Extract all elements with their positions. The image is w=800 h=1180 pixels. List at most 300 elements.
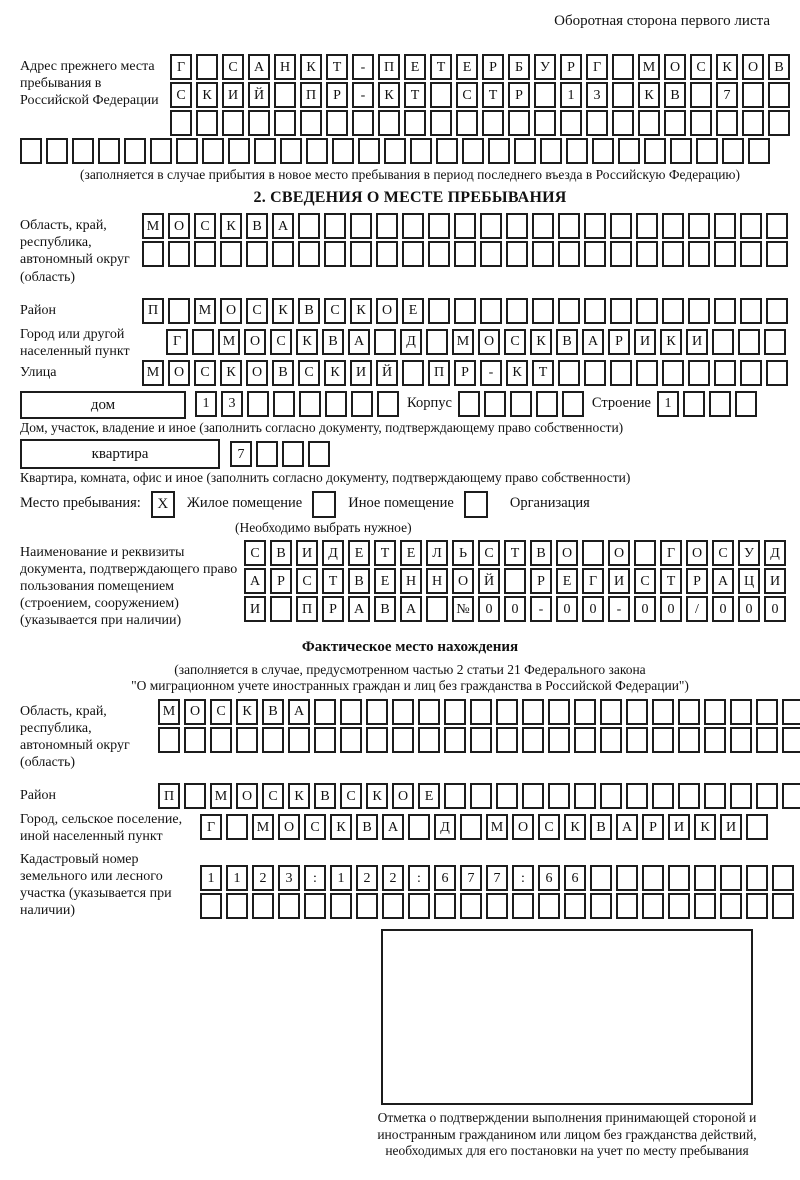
char-cell xyxy=(192,329,214,355)
char-cell xyxy=(496,783,518,809)
char-cell: У xyxy=(534,54,556,80)
char-cell xyxy=(324,241,346,267)
char-cell xyxy=(548,783,570,809)
char-cell: М xyxy=(194,298,216,324)
char-cell xyxy=(678,727,700,753)
char-cell: В xyxy=(272,360,294,386)
char-cell xyxy=(730,699,752,725)
char-cell: М xyxy=(252,814,274,840)
char-cell xyxy=(540,138,562,164)
char-cell xyxy=(740,241,762,267)
char-cell: Т xyxy=(404,82,426,108)
char-cell xyxy=(709,391,731,417)
char-cell: П xyxy=(142,298,164,324)
char-cell xyxy=(690,110,712,136)
char-cell xyxy=(714,241,736,267)
char-cell: 1 xyxy=(226,865,248,891)
char-cell xyxy=(688,213,710,239)
char-cell xyxy=(358,138,380,164)
char-cell xyxy=(340,699,362,725)
char-cell xyxy=(766,241,788,267)
char-cell xyxy=(460,893,482,919)
char-cell: С xyxy=(244,540,266,566)
char-cell: О xyxy=(278,814,300,840)
char-cell xyxy=(722,138,744,164)
char-cell xyxy=(768,110,790,136)
char-cell xyxy=(764,329,786,355)
char-cell xyxy=(444,727,466,753)
char-cell xyxy=(574,699,596,725)
char-cell: Т xyxy=(322,568,344,594)
region-grid xyxy=(142,213,788,269)
char-cell xyxy=(308,441,330,467)
char-cell xyxy=(226,893,248,919)
char-cell: Д xyxy=(400,329,422,355)
char-cell xyxy=(170,110,192,136)
char-cell xyxy=(482,110,504,136)
char-cell xyxy=(564,893,586,919)
char-cell: О xyxy=(664,54,686,80)
char-cell: В xyxy=(314,783,336,809)
char-cell xyxy=(436,138,458,164)
char-cell xyxy=(748,138,770,164)
region-label: Область, край, республика, автономный округ (область) xyxy=(20,218,130,285)
char-cell xyxy=(184,727,206,753)
char-cell: 0 xyxy=(478,596,500,622)
char-cell: А xyxy=(348,596,370,622)
char-cell xyxy=(612,110,634,136)
char-cell: О xyxy=(168,213,190,239)
char-cell: П xyxy=(300,82,322,108)
char-cell xyxy=(332,138,354,164)
char-cell xyxy=(768,82,790,108)
char-cell xyxy=(690,82,712,108)
char-cell: А xyxy=(400,596,422,622)
char-cell: К xyxy=(378,82,400,108)
char-cell: В xyxy=(246,213,268,239)
char-cell: М xyxy=(452,329,474,355)
char-cell xyxy=(612,82,634,108)
char-cell xyxy=(366,727,388,753)
char-cell xyxy=(532,213,554,239)
char-cell: К xyxy=(220,360,242,386)
char-cell: М xyxy=(142,213,164,239)
char-cell xyxy=(314,727,336,753)
char-cell xyxy=(766,213,788,239)
char-cell xyxy=(670,138,692,164)
char-cell xyxy=(652,727,674,753)
char-cell xyxy=(222,110,244,136)
char-cell: : xyxy=(408,865,430,891)
char-cell xyxy=(378,110,400,136)
char-cell: 7 xyxy=(716,82,738,108)
char-cell xyxy=(678,783,700,809)
char-cell: В xyxy=(322,329,344,355)
char-cell xyxy=(262,727,284,753)
char-cell: Т xyxy=(326,54,348,80)
char-cell: И xyxy=(686,329,708,355)
char-cell xyxy=(678,699,700,725)
char-cell xyxy=(668,893,690,919)
stay-type-label: Место пребывания: xyxy=(20,495,141,512)
char-cell: 6 xyxy=(538,865,560,891)
stay-type-note: (Необходимо выбрать нужное) xyxy=(235,519,412,535)
char-cell xyxy=(168,241,190,267)
section2-title: 2. СВЕДЕНИЯ О МЕСТЕ ПРЕБЫВАНИЯ xyxy=(253,188,567,206)
document-row-2 xyxy=(244,568,786,594)
char-cell xyxy=(592,138,614,164)
char-cell xyxy=(668,865,690,891)
char-cell xyxy=(560,110,582,136)
char-cell xyxy=(574,727,596,753)
char-cell xyxy=(694,893,716,919)
char-cell: 3 xyxy=(586,82,608,108)
char-cell xyxy=(662,241,684,267)
char-cell: В xyxy=(530,540,552,566)
char-cell: Р xyxy=(608,329,630,355)
char-cell xyxy=(590,865,612,891)
char-cell: У xyxy=(738,540,760,566)
char-cell: В xyxy=(262,699,284,725)
char-cell xyxy=(504,568,526,594)
city-block xyxy=(20,326,800,360)
char-cell xyxy=(683,391,705,417)
char-cell: Й xyxy=(478,568,500,594)
char-cell: Р xyxy=(482,54,504,80)
char-cell: Е xyxy=(556,568,578,594)
korpus-cells xyxy=(458,391,584,417)
char-cell xyxy=(376,213,398,239)
document-grid xyxy=(244,540,786,624)
char-cell: К xyxy=(324,360,346,386)
char-cell: - xyxy=(530,596,552,622)
char-cell xyxy=(496,699,518,725)
char-cell: В xyxy=(298,298,320,324)
char-cell: Р xyxy=(326,82,348,108)
char-cell: С xyxy=(456,82,478,108)
char-cell: 6 xyxy=(564,865,586,891)
char-cell xyxy=(600,699,622,725)
char-cell xyxy=(46,138,68,164)
char-cell: О xyxy=(686,540,708,566)
char-cell: С xyxy=(270,329,292,355)
char-cell: С xyxy=(298,360,320,386)
char-cell xyxy=(428,298,450,324)
char-cell xyxy=(600,727,622,753)
char-cell: 0 xyxy=(582,596,604,622)
char-cell xyxy=(384,138,406,164)
korpus-label: Корпус xyxy=(407,394,452,411)
cadastral-block xyxy=(20,847,800,921)
char-cell xyxy=(377,391,399,417)
char-cell xyxy=(756,699,778,725)
char-cell: 7 xyxy=(460,865,482,891)
char-cell xyxy=(496,727,518,753)
stroenie-label: Строение xyxy=(591,394,651,411)
char-cell xyxy=(273,391,295,417)
char-cell: 2 xyxy=(382,865,404,891)
stroenie-cells xyxy=(657,391,757,417)
char-cell xyxy=(508,110,530,136)
char-cell: С xyxy=(194,213,216,239)
char-cell xyxy=(636,360,658,386)
char-cell: К xyxy=(694,814,716,840)
char-cell xyxy=(740,213,762,239)
house-box: дом xyxy=(20,391,186,419)
char-cell xyxy=(150,138,172,164)
char-cell: С xyxy=(170,82,192,108)
char-cell xyxy=(402,213,424,239)
char-cell xyxy=(228,138,250,164)
char-cell: О xyxy=(556,540,578,566)
actual-location-title: Фактическое место нахождения xyxy=(301,638,519,655)
char-cell: - xyxy=(352,54,374,80)
char-cell: И xyxy=(350,360,372,386)
checkbox-organization xyxy=(464,491,488,518)
char-cell xyxy=(742,110,764,136)
char-cell xyxy=(418,699,440,725)
char-cell: 1 xyxy=(560,82,582,108)
char-cell xyxy=(462,138,484,164)
char-cell: Д xyxy=(764,540,786,566)
char-cell xyxy=(532,298,554,324)
char-cell: С xyxy=(194,360,216,386)
char-cell xyxy=(274,110,296,136)
char-cell xyxy=(366,699,388,725)
char-cell xyxy=(98,138,120,164)
char-cell: М xyxy=(142,360,164,386)
char-cell xyxy=(746,893,768,919)
checkbox-other-premises xyxy=(312,491,336,518)
char-cell xyxy=(536,391,558,417)
char-cell xyxy=(688,241,710,267)
char-cell xyxy=(584,360,606,386)
char-cell xyxy=(584,213,606,239)
char-cell xyxy=(510,391,532,417)
char-cell xyxy=(176,138,198,164)
char-cell xyxy=(636,241,658,267)
char-cell xyxy=(538,893,560,919)
char-cell: С xyxy=(210,699,232,725)
char-cell: М xyxy=(218,329,240,355)
apartment-block xyxy=(20,439,800,469)
actual-city-label: Город, сельское поселение, иной населенный пункт xyxy=(20,812,183,845)
char-cell xyxy=(236,727,258,753)
char-cell: 0 xyxy=(660,596,682,622)
char-cell: Е xyxy=(374,568,396,594)
char-cell xyxy=(314,699,336,725)
char-cell xyxy=(738,329,760,355)
char-cell xyxy=(626,783,648,809)
char-cell xyxy=(142,241,164,267)
char-cell xyxy=(410,138,432,164)
char-cell xyxy=(714,213,736,239)
street-block xyxy=(20,360,800,388)
char-cell xyxy=(351,391,373,417)
prev-address-row-4 xyxy=(20,138,800,164)
char-cell xyxy=(746,865,768,891)
char-cell xyxy=(612,54,634,80)
char-cell: М xyxy=(210,783,232,809)
char-cell xyxy=(298,241,320,267)
stamp-caption: Отметка о подтверждении выполнения принимающей стороной и иностранным гражданином или лицом без гражданства действий, необходимых для его постановки на учет по месту пребывания xyxy=(377,1110,757,1159)
char-cell xyxy=(712,329,734,355)
char-cell: Е xyxy=(348,540,370,566)
char-cell: А xyxy=(712,568,734,594)
char-cell xyxy=(532,241,554,267)
char-cell: Р xyxy=(454,360,476,386)
checkbox-residential: X xyxy=(151,491,175,518)
char-cell: 0 xyxy=(738,596,760,622)
char-cell xyxy=(582,540,604,566)
char-cell: № xyxy=(452,596,474,622)
char-cell xyxy=(652,783,674,809)
char-cell: В xyxy=(556,329,578,355)
char-cell: Р xyxy=(560,54,582,80)
char-cell xyxy=(456,110,478,136)
char-cell: Т xyxy=(532,360,554,386)
char-cell xyxy=(304,893,326,919)
char-cell xyxy=(454,241,476,267)
actual-region-grid xyxy=(158,699,800,755)
char-cell: О xyxy=(246,360,268,386)
char-cell xyxy=(196,110,218,136)
char-cell xyxy=(270,596,292,622)
cadastral-label: Кадастровый номер земельного или лесного участка (указывается при наличии) xyxy=(20,852,172,919)
char-cell xyxy=(404,110,426,136)
char-cell xyxy=(458,391,480,417)
char-cell xyxy=(470,783,492,809)
char-cell xyxy=(484,391,506,417)
char-cell: В xyxy=(374,596,396,622)
char-cell: О xyxy=(478,329,500,355)
house-block xyxy=(20,391,800,419)
char-cell xyxy=(324,213,346,239)
char-cell xyxy=(782,699,800,725)
char-cell xyxy=(480,298,502,324)
actual-district-block xyxy=(20,783,800,811)
char-cell: Т xyxy=(482,82,504,108)
char-cell: Р xyxy=(270,568,292,594)
city-label: Город или другой населенный пункт xyxy=(20,326,130,359)
char-cell xyxy=(662,298,684,324)
char-cell xyxy=(662,213,684,239)
char-cell xyxy=(444,783,466,809)
char-cell xyxy=(514,138,536,164)
char-cell: Й xyxy=(376,360,398,386)
char-cell xyxy=(610,213,632,239)
char-cell xyxy=(376,241,398,267)
char-cell: К xyxy=(272,298,294,324)
char-cell: О xyxy=(392,783,414,809)
char-cell xyxy=(616,865,638,891)
document-label: Наименование и реквизиты документа, подтверждающего право пользования помещением (строением, сооружением) (указывается при наличии) xyxy=(20,545,238,629)
char-cell xyxy=(522,727,544,753)
char-cell xyxy=(194,241,216,267)
district-block xyxy=(20,298,800,326)
char-cell: В xyxy=(270,540,292,566)
char-cell: К xyxy=(350,298,372,324)
char-cell: - xyxy=(480,360,502,386)
char-cell: И xyxy=(222,82,244,108)
char-cell: О xyxy=(220,298,242,324)
char-cell: Е xyxy=(404,54,426,80)
char-cell xyxy=(444,699,466,725)
char-cell: Е xyxy=(418,783,440,809)
char-cell xyxy=(254,138,276,164)
char-cell xyxy=(644,138,666,164)
char-cell xyxy=(168,298,190,324)
char-cell: А xyxy=(582,329,604,355)
char-cell xyxy=(470,699,492,725)
char-cell xyxy=(200,893,222,919)
char-cell xyxy=(480,241,502,267)
char-cell: Л xyxy=(426,540,448,566)
document-row-1 xyxy=(244,540,786,566)
char-cell: Р xyxy=(530,568,552,594)
char-cell xyxy=(248,110,270,136)
char-cell xyxy=(430,110,452,136)
char-cell xyxy=(704,699,726,725)
cadastral-row-1 xyxy=(200,865,794,891)
char-cell xyxy=(688,298,710,324)
district-label: Район xyxy=(20,302,56,318)
char-cell: Е xyxy=(456,54,478,80)
char-cell: А xyxy=(382,814,404,840)
char-cell: С xyxy=(246,298,268,324)
actual-district-row xyxy=(158,783,800,809)
char-cell xyxy=(782,783,800,809)
char-cell xyxy=(766,298,788,324)
prev-address-grid xyxy=(170,54,790,138)
char-cell xyxy=(226,814,248,840)
char-cell: П xyxy=(158,783,180,809)
stay-option-organization-label: Организация xyxy=(509,495,590,512)
actual-location-note-1: (заполняется в случае, предусмотренном частью 2 статьи 21 Федерального закона xyxy=(174,661,646,677)
char-cell xyxy=(374,329,396,355)
char-cell xyxy=(664,110,686,136)
char-cell: И xyxy=(668,814,690,840)
actual-region-label: Область, край, республика, автономный округ (область) xyxy=(20,703,130,771)
char-cell xyxy=(480,213,502,239)
char-cell xyxy=(352,110,374,136)
char-cell: К xyxy=(660,329,682,355)
actual-location-note-2: "О миграционном учете иностранных граждан и лиц без гражданства в Российской Федерации") xyxy=(131,678,689,694)
char-cell xyxy=(746,814,768,840)
char-cell: 6 xyxy=(434,865,456,891)
char-cell: 3 xyxy=(278,865,300,891)
char-cell xyxy=(506,213,528,239)
char-cell: 2 xyxy=(252,865,274,891)
char-cell xyxy=(184,783,206,809)
char-cell xyxy=(402,360,424,386)
char-cell: К xyxy=(506,360,528,386)
char-cell: П xyxy=(428,360,450,386)
char-cell: 1 xyxy=(200,865,222,891)
prev-address-note: (заполняется в случае прибытия в новое место пребывания в период последнего въезда в Российскую Федерацию) xyxy=(79,167,741,183)
char-cell: В xyxy=(664,82,686,108)
char-cell xyxy=(20,138,42,164)
char-cell: Р xyxy=(642,814,664,840)
char-cell: О xyxy=(168,360,190,386)
char-cell: И xyxy=(608,568,630,594)
char-cell xyxy=(558,298,580,324)
char-cell xyxy=(730,727,752,753)
char-cell xyxy=(430,82,452,108)
char-cell: И xyxy=(634,329,656,355)
char-cell: Н xyxy=(400,568,422,594)
char-cell xyxy=(252,893,274,919)
